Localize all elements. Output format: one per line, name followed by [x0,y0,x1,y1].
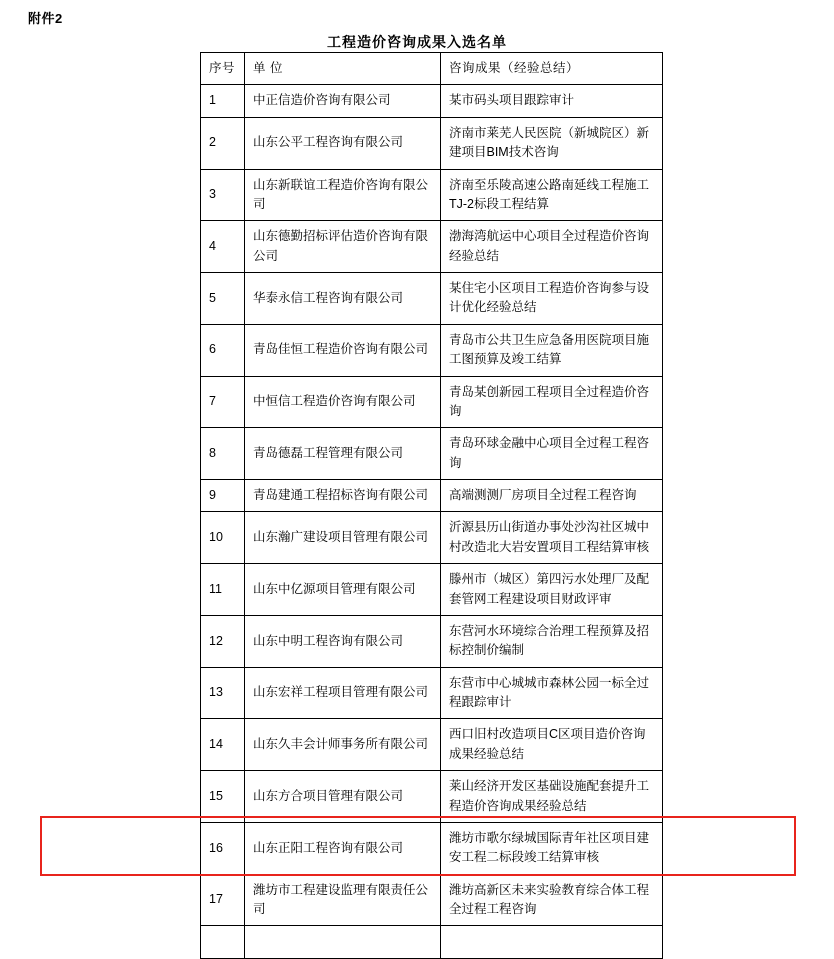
row-unit: 中恒信工程造价咨询有限公司 [245,376,441,428]
row-unit: 潍坊市工程建设监理有限责任公司 [245,874,441,926]
row-result: 某市码头项目跟踪审计 [441,85,663,117]
row-no: 10 [201,512,245,564]
column-header-result: 咨询成果（经验总结） [441,53,663,85]
row-unit: 山东瀚广建设项目管理有限公司 [245,512,441,564]
row-unit: 青岛建通工程招标咨询有限公司 [245,480,441,512]
row-result: 高端测测厂房项目全过程工程咨询 [441,480,663,512]
row-result: 济南至乐陵高速公路南延线工程施工TJ-2标段工程结算 [441,169,663,221]
table-header [201,53,663,85]
row-unit: 山东正阳工程咨询有限公司 [245,822,441,874]
row-result: 济南市莱芜人民医院（新城院区）新建项目BIM技术咨询 [441,117,663,169]
row-no: 8 [201,428,245,480]
row-result: 东营河水环境综合治理工程预算及招标控制价编制 [441,615,663,667]
table-row [201,221,663,273]
row-no: 11 [201,564,245,616]
row-result: 渤海湾航运中心项目全过程造价咨询经验总结 [441,221,663,273]
row-no: 2 [201,117,245,169]
row-no [201,926,245,958]
table-header-row [201,53,663,85]
listing-table-container [200,52,662,959]
row-unit: 青岛德磊工程管理有限公司 [245,428,441,480]
table-row [201,428,663,480]
row-no: 16 [201,822,245,874]
table-row [201,169,663,221]
row-result: 青岛环球金融中心项目全过程工程咨询 [441,428,663,480]
row-unit: 中正信造价咨询有限公司 [245,85,441,117]
row-unit: 山东中明工程咨询有限公司 [245,615,441,667]
row-no: 15 [201,771,245,823]
row-result [441,926,663,958]
table-row [201,719,663,771]
table-body [201,85,663,958]
row-unit: 青岛佳恒工程造价咨询有限公司 [245,324,441,376]
row-result: 莱山经济开发区基础设施配套提升工程造价咨询成果经验总结 [441,771,663,823]
row-no: 9 [201,480,245,512]
row-result: 青岛某创新园工程项目全过程造价咨询 [441,376,663,428]
table-row [201,667,663,719]
row-result: 青岛市公共卫生应急备用医院项目施工图预算及竣工结算 [441,324,663,376]
row-unit: 山东宏祥工程项目管理有限公司 [245,667,441,719]
row-result: 沂源县历山街道办事处沙沟社区城中村改造北大岩安置项目工程结算审核 [441,512,663,564]
row-no: 13 [201,667,245,719]
row-result: 潍坊市歌尔绿城国际青年社区项目建安工程二标段竣工结算审核 [441,822,663,874]
table-row [201,117,663,169]
row-no: 14 [201,719,245,771]
row-result: 西口旧村改造项目C区项目造价咨询成果经验总结 [441,719,663,771]
row-no: 7 [201,376,245,428]
row-result: 潍坊高新区未来实验教育综合体工程全过程工程咨询 [441,874,663,926]
row-result: 东营市中心城城市森林公园一标全过程跟踪审计 [441,667,663,719]
table-row [201,376,663,428]
column-header-unit: 单 位 [245,53,441,85]
row-no: 1 [201,85,245,117]
row-result: 滕州市（城区）第四污水处理厂及配套管网工程建设项目财政评审 [441,564,663,616]
table-row [201,615,663,667]
row-no: 17 [201,874,245,926]
table-row [201,822,663,874]
listing-table [200,52,663,959]
table-row [201,564,663,616]
table-row [201,324,663,376]
table-row [201,926,663,958]
row-unit: 山东公平工程咨询有限公司 [245,117,441,169]
table-row [201,771,663,823]
row-unit: 华泰永信工程咨询有限公司 [245,273,441,325]
row-no: 12 [201,615,245,667]
row-no: 4 [201,221,245,273]
table-row [201,480,663,512]
row-unit: 山东德勤招标评估造价咨询有限公司 [245,221,441,273]
table-row [201,874,663,926]
page-title: 工程造价咨询成果入选名单 [327,34,507,50]
row-no: 3 [201,169,245,221]
column-header-no: 序号 [201,53,245,85]
row-unit: 山东方合项目管理有限公司 [245,771,441,823]
row-unit: 山东中亿源项目管理有限公司 [245,564,441,616]
row-no: 5 [201,273,245,325]
attachment-label: 附件2 [28,11,63,26]
table-row [201,273,663,325]
table-row [201,512,663,564]
row-result: 某住宅小区项目工程造价咨询参与设计优化经验总结 [441,273,663,325]
row-unit: 山东久丰会计师事务所有限公司 [245,719,441,771]
row-unit [245,926,441,958]
row-no: 6 [201,324,245,376]
row-unit: 山东新联谊工程造价咨询有限公司 [245,169,441,221]
table-row [201,85,663,117]
